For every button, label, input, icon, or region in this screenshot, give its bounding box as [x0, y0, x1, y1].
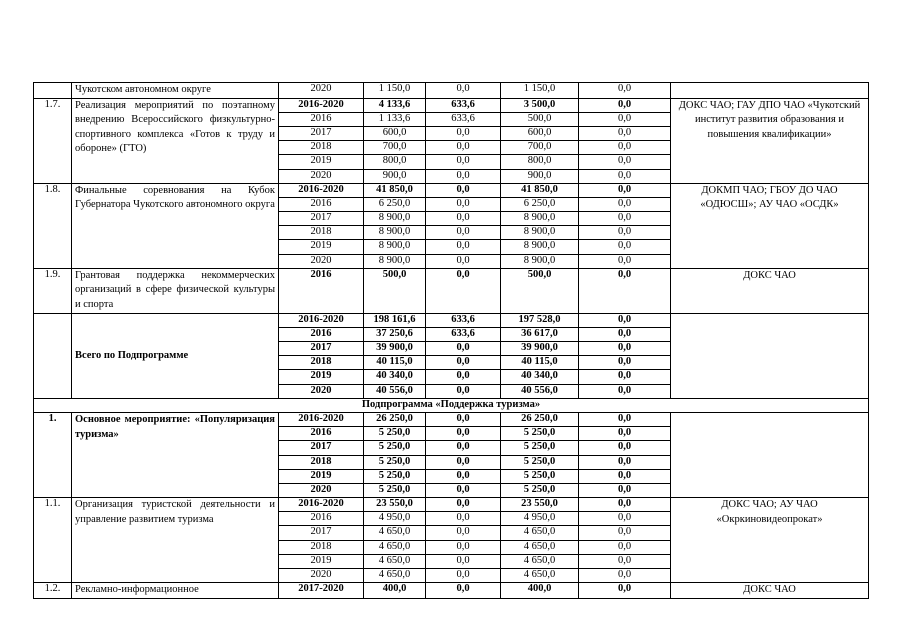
year-cell: 2018	[279, 141, 364, 155]
district-cell: 23 550,0	[501, 498, 579, 512]
year-cell: 2018	[279, 540, 364, 554]
federal-cell: 0,0	[426, 268, 501, 313]
district-cell: 800,0	[501, 155, 579, 169]
row-number	[34, 83, 72, 99]
district-cell: 40 556,0	[501, 384, 579, 398]
table-row	[34, 83, 869, 99]
year-cell: 2016	[279, 512, 364, 526]
federal-cell: 0,0	[426, 254, 501, 268]
other-cell: 0,0	[579, 412, 671, 426]
measure-description: Основное мероприятие: «Популяризация туризма»	[72, 412, 279, 497]
total-cell: 8 900,0	[364, 212, 426, 226]
total-cell: 6 250,0	[364, 197, 426, 211]
federal-cell: 0,0	[426, 512, 501, 526]
year-cell: 2020	[279, 83, 364, 99]
district-cell: 4 650,0	[501, 554, 579, 568]
year-cell: 2017	[279, 212, 364, 226]
other-cell: 0,0	[579, 141, 671, 155]
total-cell: 4 650,0	[364, 540, 426, 554]
total-cell: 40 340,0	[364, 370, 426, 384]
year-cell: 2016-2020	[279, 498, 364, 512]
district-cell: 5 250,0	[501, 455, 579, 469]
district-cell: 8 900,0	[501, 212, 579, 226]
total-cell: 900,0	[364, 169, 426, 183]
other-cell: 0,0	[579, 126, 671, 140]
year-cell: 2019	[279, 554, 364, 568]
total-cell: 4 950,0	[364, 512, 426, 526]
executor-cell: ДОКС ЧАО; ГАУ ДПО ЧАО «Чукотский институт развития образования и повышения квалификации»	[671, 98, 869, 183]
year-cell: 2018	[279, 226, 364, 240]
district-cell: 4 950,0	[501, 512, 579, 526]
year-cell: 2016-2020	[279, 98, 364, 112]
total-cell: 40 556,0	[364, 384, 426, 398]
other-cell: 0,0	[579, 83, 671, 99]
district-cell: 41 850,0	[501, 183, 579, 197]
federal-cell: 0,0	[426, 554, 501, 568]
other-cell: 0,0	[579, 98, 671, 112]
total-cell: 600,0	[364, 126, 426, 140]
federal-cell: 0,0	[426, 427, 501, 441]
federal-cell: 0,0	[426, 342, 501, 356]
other-cell: 0,0	[579, 384, 671, 398]
table-row	[34, 183, 869, 197]
year-cell: 2017-2020	[279, 583, 364, 599]
total-cell: 198 161,6	[364, 313, 426, 327]
other-cell: 0,0	[579, 455, 671, 469]
district-cell: 500,0	[501, 268, 579, 313]
district-cell: 400,0	[501, 583, 579, 599]
executor-cell: ДОКС ЧАО	[671, 583, 869, 599]
other-cell: 0,0	[579, 469, 671, 483]
other-cell: 0,0	[579, 313, 671, 327]
other-cell: 0,0	[579, 226, 671, 240]
total-cell: 5 250,0	[364, 441, 426, 455]
district-cell: 5 250,0	[501, 441, 579, 455]
district-cell: 5 250,0	[501, 483, 579, 497]
district-cell: 4 650,0	[501, 569, 579, 583]
row-number: 1.	[34, 412, 72, 497]
federal-cell: 0,0	[426, 483, 501, 497]
federal-cell: 633,6	[426, 112, 501, 126]
district-cell: 500,0	[501, 112, 579, 126]
year-cell: 2020	[279, 569, 364, 583]
year-cell: 2016	[279, 268, 364, 313]
row-number: 1.8.	[34, 183, 72, 268]
total-cell: 26 250,0	[364, 412, 426, 426]
district-cell: 4 650,0	[501, 540, 579, 554]
federal-cell: 0,0	[426, 141, 501, 155]
year-cell: 2018	[279, 455, 364, 469]
federal-cell: 0,0	[426, 169, 501, 183]
year-cell: 2019	[279, 240, 364, 254]
federal-cell: 0,0	[426, 183, 501, 197]
total-cell: 23 550,0	[364, 498, 426, 512]
total-cell: 40 115,0	[364, 356, 426, 370]
federal-cell: 0,0	[426, 384, 501, 398]
total-cell: 700,0	[364, 141, 426, 155]
other-cell: 0,0	[579, 498, 671, 512]
federal-cell: 0,0	[426, 583, 501, 599]
total-cell: 5 250,0	[364, 483, 426, 497]
district-cell: 3 500,0	[501, 98, 579, 112]
year-cell: 2017	[279, 526, 364, 540]
other-cell: 0,0	[579, 441, 671, 455]
row-number: 1.9.	[34, 268, 72, 313]
district-cell: 6 250,0	[501, 197, 579, 211]
year-cell: 2018	[279, 356, 364, 370]
year-cell: 2016-2020	[279, 183, 364, 197]
table-body	[34, 83, 869, 599]
year-cell: 2016-2020	[279, 412, 364, 426]
federal-cell: 633,6	[426, 98, 501, 112]
executor-cell: ДОКМП ЧАО; ГБОУ ДО ЧАО «ОДЮСШ»; АУ ЧАО «ОСДК»	[671, 183, 869, 268]
district-cell: 5 250,0	[501, 427, 579, 441]
federal-cell: 0,0	[426, 455, 501, 469]
total-cell: 5 250,0	[364, 427, 426, 441]
year-cell: 2017	[279, 126, 364, 140]
year-cell: 2019	[279, 155, 364, 169]
district-cell: 1 150,0	[501, 83, 579, 99]
total-cell: 8 900,0	[364, 240, 426, 254]
federal-cell: 0,0	[426, 197, 501, 211]
subprogram-row	[34, 398, 869, 412]
district-cell: 39 900,0	[501, 342, 579, 356]
district-cell: 900,0	[501, 169, 579, 183]
federal-cell: 0,0	[426, 226, 501, 240]
other-cell: 0,0	[579, 356, 671, 370]
federal-cell: 0,0	[426, 526, 501, 540]
other-cell: 0,0	[579, 540, 671, 554]
other-cell: 0,0	[579, 483, 671, 497]
executor-cell	[671, 313, 869, 398]
total-label: Всего по Подпрограмме	[72, 313, 279, 398]
year-cell: 2017	[279, 342, 364, 356]
year-cell: 2019	[279, 469, 364, 483]
federal-cell: 0,0	[426, 126, 501, 140]
table-row	[34, 498, 869, 512]
federal-cell: 0,0	[426, 155, 501, 169]
measure-description: Чукотском автономном округе	[72, 83, 279, 99]
year-cell: 2016-2020	[279, 313, 364, 327]
district-cell: 40 340,0	[501, 370, 579, 384]
total-cell: 4 133,6	[364, 98, 426, 112]
table-row	[34, 583, 869, 599]
year-cell: 2020	[279, 384, 364, 398]
federal-cell: 0,0	[426, 441, 501, 455]
other-cell: 0,0	[579, 512, 671, 526]
row-number: 1.1.	[34, 498, 72, 583]
measure-description: Грантовая поддержка некоммерческих организаций в сфере физической культуры и спорта	[72, 268, 279, 313]
district-cell: 700,0	[501, 141, 579, 155]
total-cell: 8 900,0	[364, 226, 426, 240]
other-cell: 0,0	[579, 370, 671, 384]
other-cell: 0,0	[579, 342, 671, 356]
other-cell: 0,0	[579, 569, 671, 583]
executor-cell	[671, 83, 869, 99]
total-cell: 4 650,0	[364, 554, 426, 568]
year-cell: 2016	[279, 112, 364, 126]
total-cell: 500,0	[364, 268, 426, 313]
federal-cell: 0,0	[426, 540, 501, 554]
other-cell: 0,0	[579, 183, 671, 197]
federal-cell: 0,0	[426, 356, 501, 370]
row-number	[34, 313, 72, 398]
table-row	[34, 412, 869, 426]
year-cell: 2020	[279, 169, 364, 183]
table-row	[34, 268, 869, 313]
total-cell: 37 250,6	[364, 327, 426, 341]
executor-cell: ДОКС ЧАО	[671, 268, 869, 313]
federal-cell: 0,0	[426, 412, 501, 426]
other-cell: 0,0	[579, 240, 671, 254]
other-cell: 0,0	[579, 327, 671, 341]
federal-cell: 0,0	[426, 569, 501, 583]
total-cell: 800,0	[364, 155, 426, 169]
other-cell: 0,0	[579, 212, 671, 226]
total-cell: 41 850,0	[364, 183, 426, 197]
total-cell: 1 133,6	[364, 112, 426, 126]
other-cell: 0,0	[579, 526, 671, 540]
year-cell: 2020	[279, 483, 364, 497]
measure-description: Финальные соревнования на Кубок Губернатора Чукотского автономного округа	[72, 183, 279, 268]
district-cell: 600,0	[501, 126, 579, 140]
year-cell: 2016	[279, 427, 364, 441]
federal-cell: 0,0	[426, 498, 501, 512]
total-cell: 4 650,0	[364, 569, 426, 583]
table-row	[34, 313, 869, 327]
district-cell: 4 650,0	[501, 526, 579, 540]
district-cell: 5 250,0	[501, 469, 579, 483]
year-cell: 2019	[279, 370, 364, 384]
other-cell: 0,0	[579, 554, 671, 568]
total-cell: 5 250,0	[364, 469, 426, 483]
year-cell: 2017	[279, 441, 364, 455]
budget-table	[33, 82, 869, 599]
measure-description: Рекламно-информационное	[72, 583, 279, 599]
other-cell: 0,0	[579, 112, 671, 126]
total-cell: 8 900,0	[364, 254, 426, 268]
other-cell: 0,0	[579, 268, 671, 313]
district-cell: 36 617,0	[501, 327, 579, 341]
district-cell: 8 900,0	[501, 240, 579, 254]
district-cell: 197 528,0	[501, 313, 579, 327]
other-cell: 0,0	[579, 155, 671, 169]
total-cell: 1 150,0	[364, 83, 426, 99]
federal-cell: 0,0	[426, 240, 501, 254]
federal-cell: 0,0	[426, 370, 501, 384]
year-cell: 2016	[279, 197, 364, 211]
other-cell: 0,0	[579, 169, 671, 183]
executor-cell	[671, 412, 869, 497]
total-cell: 4 650,0	[364, 526, 426, 540]
year-cell: 2020	[279, 254, 364, 268]
district-cell: 8 900,0	[501, 226, 579, 240]
total-cell: 5 250,0	[364, 455, 426, 469]
other-cell: 0,0	[579, 427, 671, 441]
federal-cell: 0,0	[426, 469, 501, 483]
other-cell: 0,0	[579, 197, 671, 211]
total-cell: 39 900,0	[364, 342, 426, 356]
district-cell: 26 250,0	[501, 412, 579, 426]
other-cell: 0,0	[579, 583, 671, 599]
executor-cell: ДОКС ЧАО; АУ ЧАО «Окркиновидеопрокат»	[671, 498, 869, 583]
federal-cell: 633,6	[426, 313, 501, 327]
district-cell: 8 900,0	[501, 254, 579, 268]
federal-cell: 0,0	[426, 83, 501, 99]
row-number: 1.7.	[34, 98, 72, 183]
year-cell: 2016	[279, 327, 364, 341]
other-cell: 0,0	[579, 254, 671, 268]
federal-cell: 0,0	[426, 212, 501, 226]
table-row	[34, 98, 869, 112]
measure-description: Организация туристской деятельности и управление развитием туризма	[72, 498, 279, 583]
subprogram-title: Подпрограмма «Поддержка туризма»	[34, 398, 869, 412]
row-number: 1.2.	[34, 583, 72, 599]
total-cell: 400,0	[364, 583, 426, 599]
measure-description: Реализация мероприятий по поэтапному внедрению Всероссийского физкультурно-спортивного комплекса «Готов к труду и обороне» (ГТО)	[72, 98, 279, 183]
district-cell: 40 115,0	[501, 356, 579, 370]
federal-cell: 633,6	[426, 327, 501, 341]
